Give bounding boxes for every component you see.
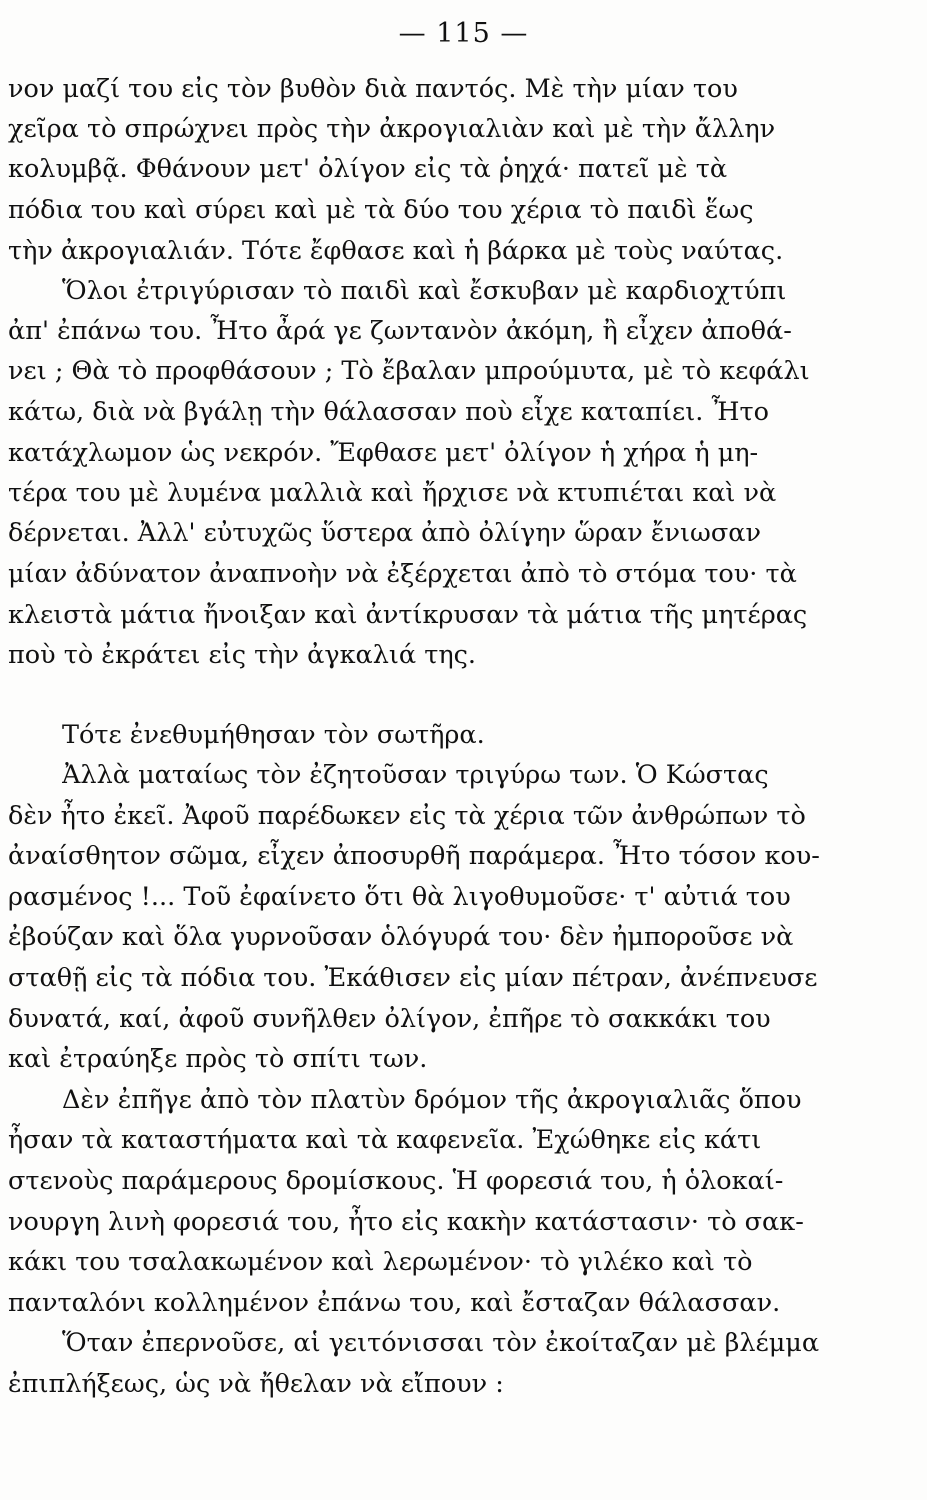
text-line: μίαν ἀδύνατον ἀναπνοὴν νὰ ἐξέρχεται ἀπὸ τὸ στόμα του· τὰ bbox=[8, 559, 797, 589]
text-line: κατάχλωμον ὡς νεκρόν. Ἔφθασε μετ' ὀλίγον ἡ χήρα ἡ μη- bbox=[8, 438, 759, 468]
text-line: ἐβούζαν καὶ ὅλα γυρνοῦσαν ὁλόγυρά του· δὲν ἠμποροῦσε νὰ bbox=[8, 922, 794, 952]
text-line: νουργη λινὴ φορεσιά του, ἦτο εἰς κακὴν κατάστασιν· τὸ σακ- bbox=[8, 1207, 804, 1237]
text-line: κάκι του τσαλακωμένον καὶ λερωμένον· τὸ γιλέκο καὶ τὸ bbox=[8, 1247, 753, 1277]
text-line: χεῖρα τὸ σπρώχνει πρὸς τὴν ἀκρογιαλιὰν καὶ μὲ τὴν ἄλλην bbox=[8, 114, 776, 144]
text-line: πανταλόνι κολλημένον ἐπάνω του, καὶ ἔσταζαν θάλασσαν. bbox=[8, 1288, 781, 1318]
text-line: σταθῇ εἰς τὰ πόδια του. Ἐκάθισεν εἰς μίαν πέτραν, ἀνέπνευσε bbox=[8, 963, 818, 993]
text-line: Ὅλοι ἐτριγύρισαν τὸ παιδὶ καὶ ἔσκυβαν μὲ καρδιοχτύπι bbox=[62, 276, 787, 306]
text-line: Τότε ἐνεθυμήθησαν τὸν σωτῆρα. bbox=[62, 720, 485, 750]
text-line: ἦσαν τὰ καταστήματα καὶ τὰ καφενεῖα. Ἐχώθηκε εἰς κάτι bbox=[8, 1125, 762, 1155]
text-line: καὶ ἐτραύηξε πρὸς τὸ σπίτι των. bbox=[8, 1044, 428, 1074]
page-number: — 115 — bbox=[398, 18, 529, 49]
text-line: ποὺ τὸ ἐκράτει εἰς τὴν ἀγκαλιά της. bbox=[8, 640, 477, 670]
text-line: ἀπ' ἐπάνω του. Ἦτο ἆρά γε ζωντανὸν ἀκόμη, ἢ εἶχεν ἀποθά- bbox=[8, 316, 792, 346]
text-line: κολυμβᾷ. Φθάνουν μετ' ὀλίγον εἰς τὰ ῥηχά· πατεῖ μὲ τὰ bbox=[8, 154, 728, 184]
text-line: ἀναίσθητον σῶμα, εἶχεν ἀποσυρθῆ παράμερα. Ἦτο τόσον κου- bbox=[8, 841, 820, 871]
text-line: κάτω, διὰ νὰ βγάλῃ τὴν θάλασσαν ποὺ εἶχε καταπίει. Ἦτο bbox=[8, 397, 769, 427]
text-line: κλειστὰ μάτια ἤνοιξαν καὶ ἀντίκρυσαν τὰ μάτια τῆς μητέρας bbox=[8, 600, 808, 630]
text-line: ἐπιπλήξεως, ὡς νὰ ἤθελαν νὰ εἴπουν : bbox=[8, 1369, 504, 1399]
text-line: δέρνεται. Ἀλλ' εὐτυχῶς ὕστερα ἀπὸ ὀλίγην ὥραν ἔνιωσαν bbox=[8, 518, 761, 548]
text-line: στενοὺς παράμερους δρομίσκους. Ἡ φορεσιά του, ἡ ὁλοκαί- bbox=[8, 1166, 784, 1196]
text-line: πόδια του καὶ σύρει καὶ μὲ τὰ δύο του χέρια τὸ παιδὶ ἕως bbox=[8, 195, 754, 225]
text-line: Ὅταν ἐπερνοῦσε, αἱ γειτόνισσαι τὸν ἐκοίταζαν μὲ βλέμμα bbox=[62, 1328, 820, 1358]
text-line: νον μαζί του εἰς τὸν βυθὸν διὰ παντός. Μὲ τὴν μίαν του bbox=[8, 74, 738, 104]
text-line: Ἀλλὰ ματαίως τὸν ἐζητοῦσαν τριγύρω των. Ὁ Κώστας bbox=[62, 760, 769, 790]
text-line: δὲν ἦτο ἐκεῖ. Ἀφοῦ παρέδωκεν εἰς τὰ χέρια τῶν ἀνθρώπων τὸ bbox=[8, 801, 806, 831]
text-line: τὴν ἀκρογιαλιάν. Τότε ἔφθασε καὶ ἡ βάρκα μὲ τοὺς ναύτας. bbox=[8, 236, 784, 266]
text-line: Δὲν ἐπῆγε ἀπὸ τὸν πλατὺν δρόμον τῆς ἀκρογιαλιᾶς ὅπου bbox=[62, 1085, 802, 1115]
text-line: δυνατά, καί, ἀφοῦ συνῆλθεν ὀλίγον, ἐπῆρε τὸ σακκάκι του bbox=[8, 1004, 771, 1034]
text-line: ρασμένος !... Τοῦ ἐφαίνετο ὅτι θὰ λιγοθυμοῦσε· τ' αὐτιά του bbox=[8, 882, 791, 912]
text-line: τέρα του μὲ λυμένα μαλλιὰ καὶ ἤρχισε νὰ κτυπιέται καὶ νὰ bbox=[8, 478, 777, 508]
text-line: νει ; Θὰ τὸ προφθάσουν ; Τὸ ἔβαλαν μπρούμυτα, μὲ τὸ κεφάλι bbox=[8, 356, 810, 386]
